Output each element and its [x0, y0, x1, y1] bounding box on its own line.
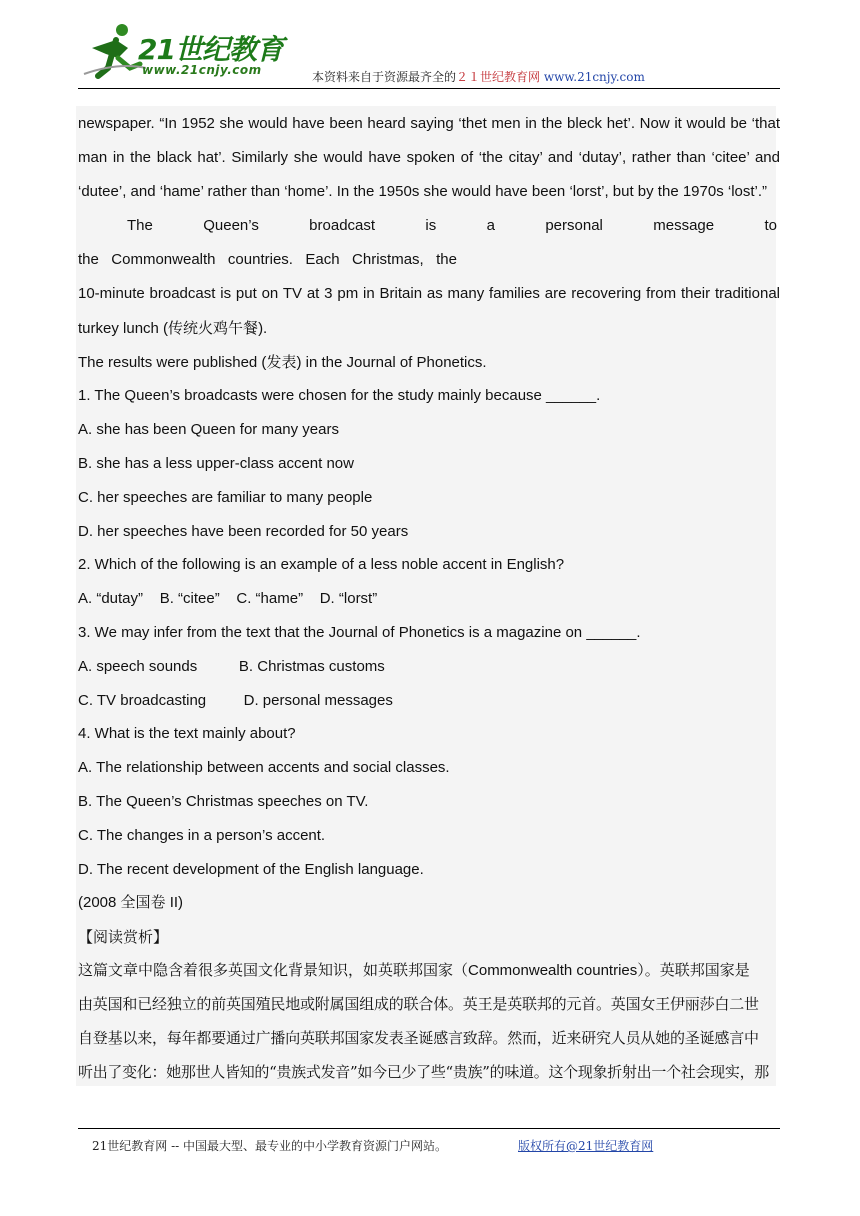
question-4-option-d: D. The recent development of the English language. — [78, 861, 424, 878]
paragraph-3 — [78, 352, 487, 373]
analysis-line-2: 由英国和已经独立的前英国殖民地或附属国组成的联合体。英王是英联邦的元首。英国女王伊丽莎白二世 — [78, 995, 759, 1013]
p2-l4-cn: 传统火鸡午餐 — [168, 319, 259, 337]
source-note: (2008 全国卷 II) — [78, 894, 184, 911]
page-header — [78, 18, 780, 88]
paragraph-2-line-2: the Commonwealth countries. Each Christmas, the — [78, 251, 457, 268]
paragraph-1-line-2: man in the black hat’. Similarly she would have spoken of ‘the citay’ and ‘dutay’, rather than ‘citee’ and — [78, 149, 780, 166]
question-3: 3. We may infer from the text that the Journal of Phonetics is a magazine on ______. — [78, 624, 641, 641]
analysis-l1-a: 这篇文章中隐含着很多英国文化背景知识，如英联邦国家（ — [78, 961, 469, 979]
p3-cn: 发表 — [266, 353, 297, 371]
site-logo[interactable] — [78, 18, 288, 84]
question-3-options-ab: A. speech sounds B. Christmas customs — [78, 658, 385, 675]
p2-l4-en: turkey lunch ( — [78, 320, 169, 337]
question-2-options: A. “dutay” B. “citee” C. “hame” D. “lorst” — [78, 590, 378, 607]
header-note-text: 本资料来自于资源最齐全的 — [312, 70, 457, 84]
question-4-option-c: C. The changes in a person’s accent. — [78, 827, 326, 844]
p3-en-2: ) in the Journal of Phonetics. — [296, 354, 487, 371]
paragraph-2-line-3: 10-minute broadcast is put on TV at 3 pm in Britain as many families are recovering from their traditional — [78, 285, 780, 302]
analysis-l1-en: Commonwealth countries — [468, 962, 638, 979]
question-4-option-a: A. The relationship between accents and social classes. — [78, 759, 450, 776]
paragraph-1-line-3: ‘dutee’, and ‘hame’ rather than ‘home’. In the 1950s she would have been ‘lorst’, but by the 1970s ‘lost’.” — [78, 183, 768, 200]
header-site-name[interactable]: ２１世纪教育网 — [456, 70, 541, 84]
header-note — [312, 68, 645, 85]
p2-l4-end: ). — [258, 320, 268, 337]
logo-url: www.21cnjy.com — [142, 63, 262, 77]
question-1-option-c: C. her speeches are familiar to many people — [78, 489, 373, 506]
header-site-url[interactable]: www.21cnjy.com — [543, 70, 645, 84]
question-1: 1. The Queen’s broadcasts were chosen for the study mainly because ______. — [78, 387, 601, 404]
question-4: 4. What is the text mainly about? — [78, 725, 296, 742]
question-4-option-b: B. The Queen’s Christmas speeches on TV. — [78, 793, 369, 810]
analysis-line-4: 听出了变化：她那世人皆知的“贵族式发音”如今已少了些“贵族”的味道。这个现象折射出一个社会现实，那 — [78, 1063, 769, 1081]
question-1-option-b: B. she has a less upper-class accent now — [78, 455, 354, 472]
paragraph-2-line-1: The Queen’s broadcast is a personal message to — [127, 217, 777, 234]
footer-divider — [78, 1128, 780, 1129]
analysis-line-1 — [78, 960, 750, 981]
question-3-options-cd: C. TV broadcasting D. personal messages — [78, 692, 393, 709]
logo-name: 21世纪教育 — [138, 33, 283, 66]
section-title: 【阅读赏析】 — [78, 928, 169, 946]
paragraph-2-line-4 — [78, 318, 267, 339]
copyright-link[interactable]: 版权所有@21世纪教育网 — [518, 1139, 654, 1153]
p3-en-1: The results were published ( — [78, 354, 267, 371]
footer-text: 21世纪教育网 -- 中国最大型、最专业的中小学教育资源门户网站。 — [92, 1139, 448, 1153]
question-2: 2. Which of the following is an example of a less noble accent in English? — [78, 556, 565, 573]
question-1-option-a: A. she has been Queen for many years — [78, 421, 339, 438]
header-divider — [78, 88, 780, 89]
analysis-line-3: 自登基以来，每年都要通过广播向英联邦国家发表圣诞感言致辞。然而，近来研究人员从她的圣诞感言中 — [78, 1029, 759, 1047]
question-1-option-d: D. her speeches have been recorded for 50 years — [78, 523, 409, 540]
paragraph-1-line-1: newspaper. “In 1952 she would have been heard saying ‘thet men in the bleck het’. Now it would be ‘that — [78, 115, 780, 132]
analysis-l1-b: ）。英联邦国家是 — [637, 961, 750, 979]
